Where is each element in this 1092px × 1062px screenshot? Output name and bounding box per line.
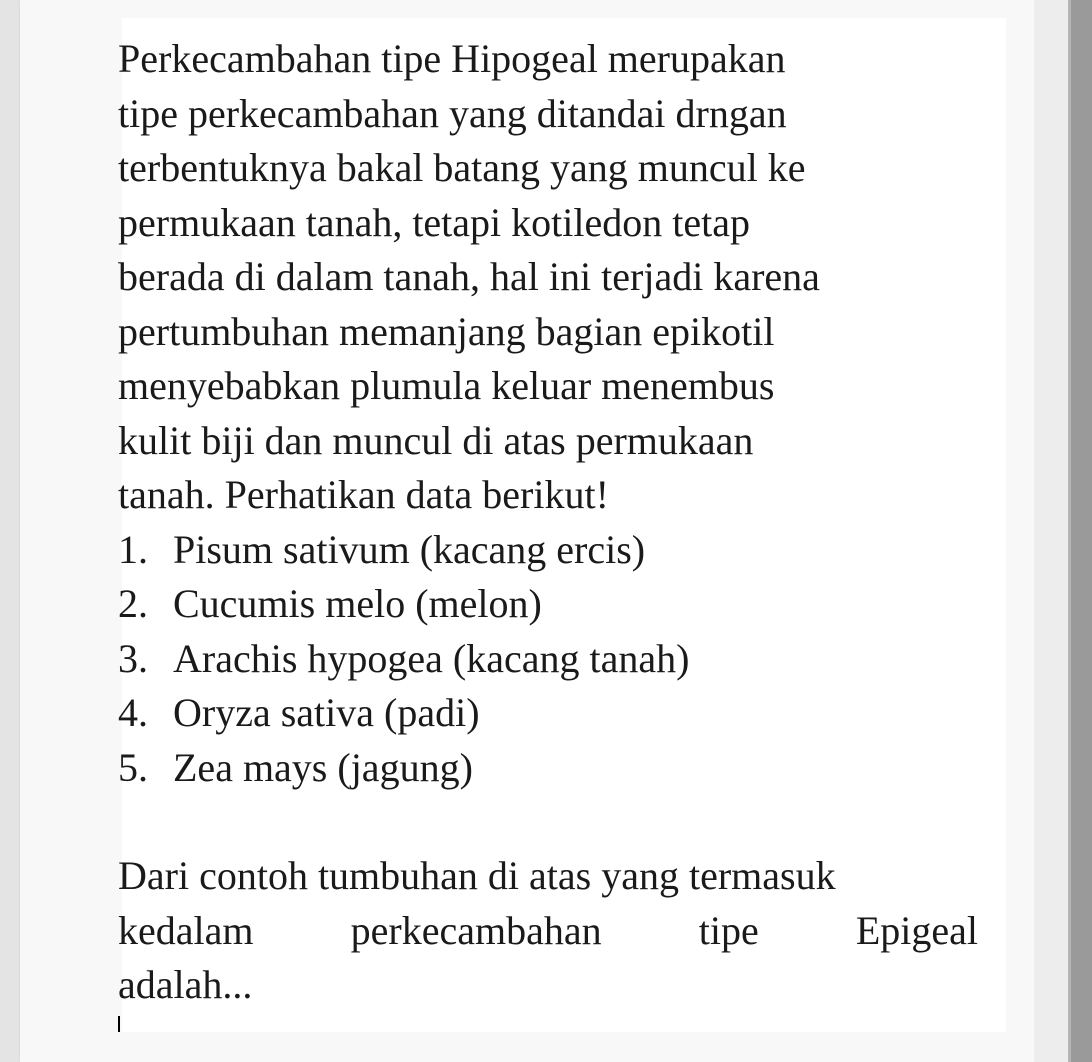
text-cursor	[118, 1016, 120, 1032]
list-item	[118, 632, 978, 687]
list-number: 4.	[118, 690, 148, 735]
vertical-scrollbar[interactable]	[1068, 0, 1092, 1062]
list-number: 1.	[118, 526, 148, 572]
paragraph-line: permukaan tanah, tetapi kotiledon tetap	[118, 199, 750, 245]
list-number: 3.	[118, 635, 148, 681]
paragraph-line: kulit biji dan muncul di atas permukaan	[118, 417, 754, 463]
list-item	[118, 686, 978, 741]
list-text: Zea mays (jagung)	[173, 744, 473, 790]
paragraph-line: tanah. Perhatikan data berikut!	[118, 472, 609, 517]
list-text: Cucumis melo (melon)	[173, 581, 542, 626]
question-line: adalah...	[118, 962, 253, 1007]
list-text: Arachis hypogea (kacang tanah)	[173, 635, 690, 681]
workspace-right	[1034, 0, 1068, 1062]
document-text[interactable]	[118, 32, 978, 1013]
list-number: 2.	[118, 581, 148, 626]
paragraph-line: berada di dalam tanah, hal ini terjadi karena	[118, 254, 820, 299]
blank-line	[118, 795, 978, 849]
paragraph-line: tipe perkecambahan yang ditandai drngan	[118, 90, 787, 136]
list-number: 5.	[118, 744, 148, 790]
workspace-left	[0, 0, 20, 1062]
question-line: Dari contoh tumbuhan di atas yang termasuk	[118, 853, 836, 898]
list-item	[118, 523, 978, 578]
list-item	[118, 577, 978, 632]
question-line: kedalam perkecambahan tipe Epigeal	[118, 907, 978, 953]
paragraph-line: Perkecambahan tipe Hipogeal merupakan	[118, 36, 786, 81]
paragraph-line: pertumbuhan memanjang bagian epikotil	[118, 308, 775, 354]
paragraph-line: terbentuknya bakal batang yang muncul ke	[118, 145, 806, 190]
list-item	[118, 741, 978, 796]
scrollbar-edge	[1068, 0, 1071, 1062]
list-text: Oryza sativa (padi)	[173, 690, 480, 735]
paragraph-line: menyebabkan plumula keluar menembus	[118, 363, 775, 408]
list-text: Pisum sativum (kacang ercis)	[173, 526, 646, 572]
